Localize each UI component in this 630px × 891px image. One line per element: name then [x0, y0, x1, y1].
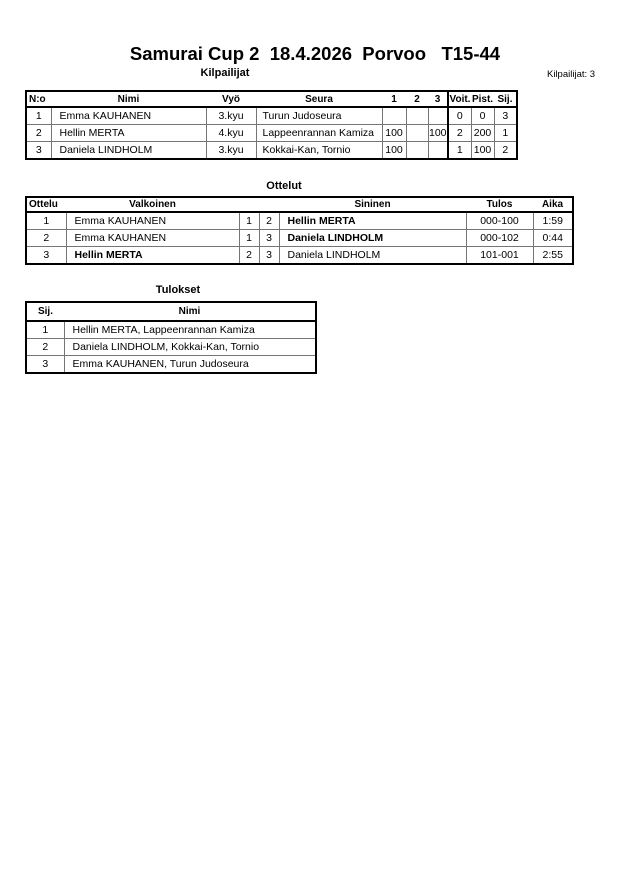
- competitor-club: Turun Judoseura: [256, 107, 382, 125]
- white-competitor-number: 1: [239, 212, 259, 230]
- table-row: [26, 339, 316, 356]
- competitor-points: 200: [471, 125, 494, 142]
- blue-competitor-number: 3: [259, 230, 279, 247]
- col-header-club: Seura: [256, 91, 382, 107]
- white-competitor: Hellin MERTA: [66, 247, 239, 265]
- col-header-belt: Vyö: [206, 91, 256, 107]
- match-result: 101-001: [466, 247, 533, 265]
- match2-score: [406, 125, 428, 142]
- competitor-name: Emma KAUHANEN: [51, 107, 206, 125]
- result-place: 2: [26, 339, 64, 356]
- competitor-name: Hellin MERTA: [51, 125, 206, 142]
- table-row: [26, 212, 573, 230]
- result-place: 3: [26, 356, 64, 374]
- result-name: Daniela LINDHOLM, Kokkai-Kan, Tornio: [64, 339, 316, 356]
- competitor-name: Daniela LINDHOLM: [51, 142, 206, 160]
- col-header-place: Sij.: [494, 91, 517, 107]
- competitor-points: 100: [471, 142, 494, 160]
- competitor-belt: 4.kyu: [206, 125, 256, 142]
- result-place: 1: [26, 321, 64, 339]
- competitors-table: [25, 90, 518, 160]
- col-header-result: Tulos: [466, 197, 533, 212]
- col-header-match: Ottelu: [26, 197, 66, 212]
- white-competitor-number: 1: [239, 230, 259, 247]
- competitor-wins: 1: [448, 142, 471, 160]
- competitor-wins: 0: [448, 107, 471, 125]
- match2-score: [406, 107, 428, 125]
- col-header-name: Nimi: [64, 302, 316, 321]
- competitors-section-title: Kilpailijat: [200, 67, 250, 79]
- match-time: 0:44: [533, 230, 573, 247]
- matches-table: [25, 196, 574, 265]
- blue-competitor-number: 3: [259, 247, 279, 265]
- col-header-match3: 3: [428, 91, 448, 107]
- table-row: [26, 125, 517, 142]
- col-header-wins: Voit.: [448, 91, 471, 107]
- match-result: 000-102: [466, 230, 533, 247]
- col-header-number: N:o: [26, 91, 51, 107]
- results-header-row: [26, 302, 316, 321]
- blue-competitor-number: 2: [259, 212, 279, 230]
- col-header-blue-number: [259, 197, 279, 212]
- match1-score: 100: [382, 125, 406, 142]
- col-header-match1: 1: [382, 91, 406, 107]
- col-header-match2: 2: [406, 91, 428, 107]
- result-name: Emma KAUHANEN, Turun Judoseura: [64, 356, 316, 374]
- col-header-white: Valkoinen: [66, 197, 239, 212]
- table-row: [26, 321, 316, 339]
- match-time: 2:55: [533, 247, 573, 265]
- col-header-white-number: [239, 197, 259, 212]
- competitor-place: 2: [494, 142, 517, 160]
- col-header-points: Pist.: [471, 91, 494, 107]
- matches-section-title: Ottelut: [266, 180, 302, 192]
- matches-header-row: [26, 197, 573, 212]
- col-header-place: Sij.: [26, 302, 64, 321]
- match-number: 2: [26, 230, 66, 247]
- col-header-blue: Sininen: [279, 197, 466, 212]
- match3-score: 100: [428, 125, 448, 142]
- match1-score: 100: [382, 142, 406, 160]
- competitor-belt: 3.kyu: [206, 142, 256, 160]
- col-header-time: Aika: [533, 197, 573, 212]
- match2-score: [406, 142, 428, 160]
- competitor-club: Lappeenrannan Kamiza: [256, 125, 382, 142]
- match-result: 000-100: [466, 212, 533, 230]
- competitor-club: Kokkai-Kan, Tornio: [256, 142, 382, 160]
- competitor-number: 1: [26, 107, 51, 125]
- white-competitor-number: 2: [239, 247, 259, 265]
- competitor-points: 0: [471, 107, 494, 125]
- blue-competitor: Daniela LINDHOLM: [279, 230, 466, 247]
- competitors-header-row: [26, 91, 517, 107]
- competitor-belt: 3.kyu: [206, 107, 256, 125]
- white-competitor: Emma KAUHANEN: [66, 230, 239, 247]
- table-row: [26, 356, 316, 374]
- competitors-count-label: Kilpailijat: 3: [547, 69, 596, 80]
- results-section-title: Tulokset: [155, 284, 201, 296]
- white-competitor: Emma KAUHANEN: [66, 212, 239, 230]
- table-row: [26, 142, 517, 160]
- competitor-wins: 2: [448, 125, 471, 142]
- competitor-place: 3: [494, 107, 517, 125]
- table-row: [26, 107, 517, 125]
- blue-competitor: Daniela LINDHOLM: [279, 247, 466, 265]
- match3-score: [428, 142, 448, 160]
- match-number: 3: [26, 247, 66, 265]
- table-row: [26, 230, 573, 247]
- match3-score: [428, 107, 448, 125]
- match-time: 1:59: [533, 212, 573, 230]
- table-row: [26, 247, 573, 265]
- result-name: Hellin MERTA, Lappeenrannan Kamiza: [64, 321, 316, 339]
- competitor-number: 3: [26, 142, 51, 160]
- col-header-name: Nimi: [51, 91, 206, 107]
- competitor-number: 2: [26, 125, 51, 142]
- results-table: [25, 301, 317, 374]
- page-title: Samurai Cup 2 18.4.2026 Porvoo T15-44: [129, 43, 501, 64]
- blue-competitor: Hellin MERTA: [279, 212, 466, 230]
- competitor-place: 1: [494, 125, 517, 142]
- match-number: 1: [26, 212, 66, 230]
- match1-score: [382, 107, 406, 125]
